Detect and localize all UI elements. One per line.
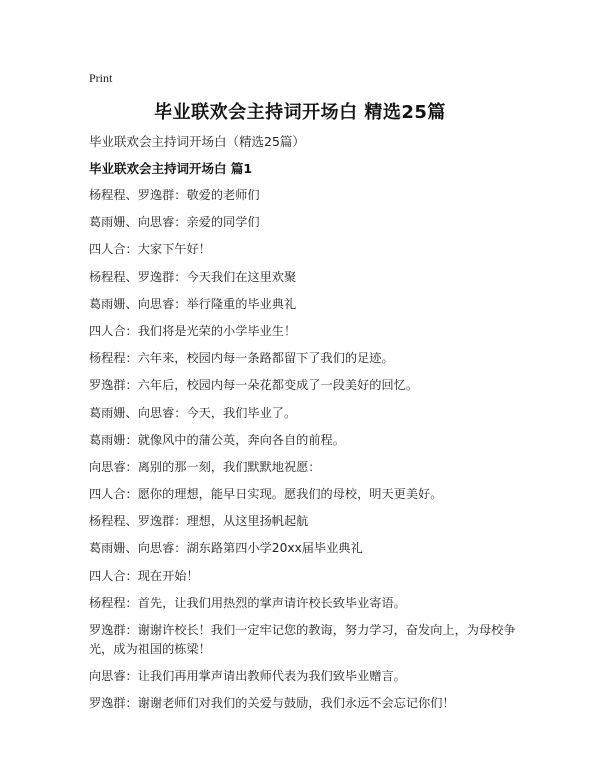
script-line: 杨程程、罗逸群：今天我们在这里欢聚 [89, 269, 297, 284]
document-title: 毕业联欢会主持词开场白 精选25篇 [154, 102, 446, 123]
script-line: 向思睿：离别的那一刻，我们默默地祝愿： [89, 459, 321, 474]
script-line: 罗逸群：谢谢许校长！我们一定牢记您的教诲，努力学习，奋发向上，为母校争光，成为祖国的栋梁！ [89, 623, 516, 656]
script-line: 四人合：现在开始！ [89, 568, 199, 583]
script-line: 罗逸群：谢谢老师们对我们的关爱与鼓励，我们永远不会忘记你们！ [89, 696, 455, 711]
script-line: 葛雨姗、向思睿：举行隆重的毕业典礼 [89, 296, 297, 311]
script-line: 葛雨姗、向思睿：湖东路第四小学20xx届毕业典礼 [89, 541, 363, 556]
script-line: 杨程程、罗逸群：敬爱的老师们 [89, 188, 260, 202]
script-line: 四人合：愿你的理想，能早日实现。愿我们的母校，明天更美好。 [89, 487, 443, 502]
script-line: 葛雨姗、向思睿：亲爱的同学们 [89, 215, 260, 230]
script-line: 向思睿：让我们再用掌声请出教师代表为我们致毕业赠言。 [89, 669, 406, 684]
script-line: 杨程程、罗逸群：理想，从这里扬帆起航 [89, 514, 309, 529]
script-line: 四人合：大家下午好！ [89, 242, 211, 257]
script-line: 罗逸群：六年后，校园内每一朵花都变成了一段美好的回忆。 [89, 378, 419, 393]
script-line: 葛雨姗：就像风中的蒲公英，奔向各自的前程。 [89, 432, 345, 447]
script-line: 葛雨姗、向思睿：今天，我们毕业了。 [89, 405, 297, 420]
section-heading: 毕业联欢会主持词开场白 篇1 [89, 161, 253, 176]
document-subtitle: 毕业联欢会主持词开场白（精选25篇） [89, 134, 305, 149]
print-label: Print [89, 71, 113, 85]
script-lines [89, 186, 529, 722]
script-line: 四人合：我们将是光荣的小学毕业生！ [89, 323, 297, 338]
script-line: 杨程程：首先，让我们用热烈的掌声请许校长致毕业寄语。 [89, 595, 406, 610]
script-line: 杨程程：六年来，校园内每一条路都留下了我们的足迹。 [89, 351, 394, 366]
